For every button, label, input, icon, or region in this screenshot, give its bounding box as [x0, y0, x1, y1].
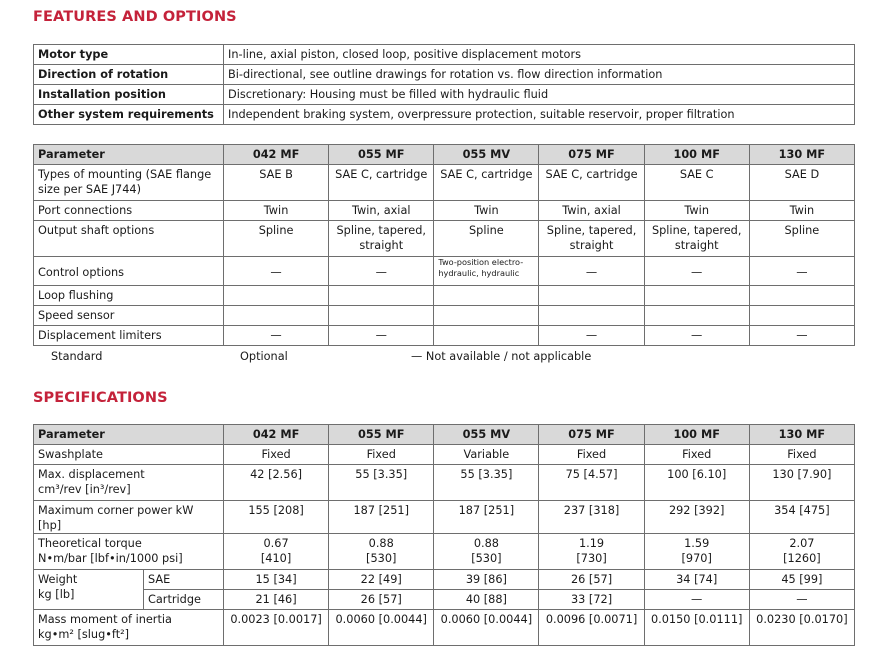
- table-row: [34, 45, 855, 65]
- cell: —: [749, 326, 854, 346]
- cell-line: [530]: [471, 552, 502, 565]
- table-row: [34, 326, 855, 346]
- table-row: [34, 165, 855, 201]
- row-label-line: Weight: [38, 573, 78, 586]
- cell: 26 [57]: [329, 590, 434, 610]
- cell: 15 [34]: [224, 570, 329, 590]
- cell: —: [224, 326, 329, 346]
- table-header-row: [34, 425, 855, 445]
- cell: [224, 306, 329, 326]
- cell: 100 [6.10]: [644, 465, 749, 501]
- cell: 0.0023 [0.0017]: [224, 610, 329, 646]
- table-row: [34, 85, 855, 105]
- cell: Twin: [644, 201, 749, 221]
- cell: 55 [3.35]: [434, 465, 539, 501]
- row-label: Loop flushing: [34, 286, 224, 306]
- cell: 21 [46]: [224, 590, 329, 610]
- cell: Spline: [224, 221, 329, 257]
- table-row: [34, 590, 855, 610]
- cell-line: [730]: [576, 552, 607, 565]
- cell: 26 [57]: [539, 570, 644, 590]
- specs-table: [33, 424, 855, 646]
- legend-standard: Standard: [51, 350, 103, 363]
- cell-line: [970]: [681, 552, 712, 565]
- cell-line: [410]: [260, 552, 292, 565]
- feature-value: Discretionary: Housing must be filled with hydraulic fluid: [224, 85, 855, 105]
- cell: Twin: [224, 201, 329, 221]
- row-label: [34, 610, 224, 646]
- cell: 39 [86]: [434, 570, 539, 590]
- cell: Spline, tapered, straight: [329, 221, 434, 257]
- options-table: [33, 144, 855, 346]
- cell: 292 [392]: [644, 501, 749, 534]
- cell: Two-position electro-hydraulic, hydraulic: [434, 257, 539, 286]
- cell-line: 1.19: [578, 537, 605, 550]
- cell: —: [329, 257, 434, 286]
- cell: —: [644, 326, 749, 346]
- cell: [224, 534, 329, 570]
- cell-line: 2.07: [789, 537, 815, 550]
- row-label: Displacement limiters: [34, 326, 224, 346]
- cell: 0.0150 [0.0111]: [644, 610, 749, 646]
- cell: [539, 534, 644, 570]
- cell: —: [749, 590, 854, 610]
- legend-optional: Optional: [240, 350, 288, 363]
- cell: [749, 534, 854, 570]
- cell: 42 [2.56]: [224, 465, 329, 501]
- cell: [749, 286, 854, 306]
- cell: 34 [74]: [644, 570, 749, 590]
- row-label: Types of mounting (SAE flange size per SAE J744): [34, 165, 224, 201]
- cell: 354 [475]: [749, 501, 854, 534]
- cell: 45 [99]: [749, 570, 854, 590]
- table-row: [34, 221, 855, 257]
- row-label-line: Theoretical torque: [38, 537, 142, 550]
- column-header: 055 MF: [329, 425, 434, 445]
- feature-value: Independent braking system, overpressure protection, suitable reservoir, proper filtration: [224, 105, 855, 125]
- table-row: [34, 286, 855, 306]
- row-label-unit: kg•m² [slug•ft²]: [38, 628, 130, 641]
- sub-label: SAE: [144, 570, 224, 590]
- cell: Spline: [749, 221, 854, 257]
- cell: [434, 534, 539, 570]
- column-header: Parameter: [34, 145, 224, 165]
- column-header: 130 MF: [749, 425, 854, 445]
- cell: [644, 534, 749, 570]
- row-label-unit: kg [lb]: [38, 588, 75, 601]
- row-label-line: Mass moment of inertia: [38, 613, 172, 626]
- cell: Fixed: [329, 445, 434, 465]
- cell: [539, 306, 644, 326]
- column-header: 100 MF: [644, 425, 749, 445]
- feature-value: Bi-directional, see outline drawings for rotation vs. flow direction information: [224, 65, 855, 85]
- cell: [434, 326, 539, 346]
- row-label: Swashplate: [34, 445, 224, 465]
- column-header: 055 MV: [434, 425, 539, 445]
- feature-label: Other system requirements: [34, 105, 224, 125]
- row-label-line: Max. displacement: [38, 468, 145, 481]
- cell: 0.0060 [0.0044]: [329, 610, 434, 646]
- feature-label: Installation position: [34, 85, 224, 105]
- table-row: [34, 257, 855, 286]
- table-header-row: [34, 145, 855, 165]
- row-label-unit: N•m/bar [lbf•in/1000 psi]: [38, 552, 183, 565]
- cell: Fixed: [749, 445, 854, 465]
- cell: 0.0230 [0.0170]: [749, 610, 854, 646]
- cell: Twin, axial: [539, 201, 644, 221]
- row-label: [34, 534, 224, 570]
- cell-line: 0.67: [263, 537, 289, 550]
- cell: 40 [88]: [434, 590, 539, 610]
- cell: SAE C, cartridge: [539, 165, 644, 201]
- cell: Spline, tapered, straight: [539, 221, 644, 257]
- cell: 75 [4.57]: [539, 465, 644, 501]
- cell: 22 [49]: [329, 570, 434, 590]
- cell: 55 [3.35]: [329, 465, 434, 501]
- cell: —: [644, 257, 749, 286]
- row-label-unit: cm³/rev [in³/rev]: [38, 483, 131, 496]
- row-label: Speed sensor: [34, 306, 224, 326]
- cell: 0.0096 [0.0071]: [539, 610, 644, 646]
- cell: Spline: [434, 221, 539, 257]
- cell: [329, 286, 434, 306]
- cell: 0.0060 [0.0044]: [434, 610, 539, 646]
- row-label: Maximum corner power kW [hp]: [34, 501, 224, 534]
- cell: SAE C, cartridge: [329, 165, 434, 201]
- feature-label: Motor type: [34, 45, 224, 65]
- column-header: 055 MF: [329, 145, 434, 165]
- cell: [329, 306, 434, 326]
- cell: —: [539, 257, 644, 286]
- specs-title: SPECIFICATIONS: [33, 390, 168, 406]
- cell: 237 [318]: [539, 501, 644, 534]
- cell: SAE B: [224, 165, 329, 201]
- cell: Fixed: [224, 445, 329, 465]
- row-label: Port connections: [34, 201, 224, 221]
- table-row: [34, 501, 855, 534]
- table-row: [34, 306, 855, 326]
- table-row: [34, 65, 855, 85]
- column-header: 075 MF: [539, 145, 644, 165]
- cell: [434, 286, 539, 306]
- cell: [644, 286, 749, 306]
- cell: Twin: [749, 201, 854, 221]
- cell: 130 [7.90]: [749, 465, 854, 501]
- cell: SAE D: [749, 165, 854, 201]
- column-header: 100 MF: [644, 145, 749, 165]
- cell: [539, 286, 644, 306]
- table-row: [34, 465, 855, 501]
- cell: Spline, tapered, straight: [644, 221, 749, 257]
- column-header: Parameter: [34, 425, 224, 445]
- cell-line: 1.59: [684, 537, 710, 550]
- column-header: 042 MF: [224, 425, 329, 445]
- table-row: [34, 105, 855, 125]
- row-label: Control options: [34, 257, 224, 286]
- column-header: 075 MF: [539, 425, 644, 445]
- table-row: [34, 201, 855, 221]
- cell: [749, 306, 854, 326]
- cell: Fixed: [644, 445, 749, 465]
- sub-label: Cartridge: [144, 590, 224, 610]
- features-table: [33, 44, 855, 125]
- cell: 155 [208]: [224, 501, 329, 534]
- cell-line: [1260]: [783, 552, 821, 565]
- cell: [644, 306, 749, 326]
- cell: Twin, axial: [329, 201, 434, 221]
- cell: SAE C: [644, 165, 749, 201]
- cell: —: [644, 590, 749, 610]
- cell-line: 0.88: [473, 537, 499, 550]
- row-label: Output shaft options: [34, 221, 224, 257]
- features-title: FEATURES AND OPTIONS: [33, 9, 237, 25]
- cell-line: 0.88: [368, 537, 394, 550]
- feature-value: In-line, axial piston, closed loop, positive displacement motors: [224, 45, 855, 65]
- cell: [434, 306, 539, 326]
- column-header: 130 MF: [749, 145, 854, 165]
- cell: —: [539, 326, 644, 346]
- cell: SAE C, cartridge: [434, 165, 539, 201]
- cell: Variable: [434, 445, 539, 465]
- row-label: [34, 465, 224, 501]
- column-header: 042 MF: [224, 145, 329, 165]
- cell: [224, 286, 329, 306]
- cell: Fixed: [539, 445, 644, 465]
- legend-not-available: — Not available / not applicable: [411, 350, 592, 363]
- cell: [329, 534, 434, 570]
- feature-label: Direction of rotation: [34, 65, 224, 85]
- table-row: [34, 570, 855, 590]
- cell: —: [329, 326, 434, 346]
- cell: 187 [251]: [434, 501, 539, 534]
- cell: 33 [72]: [539, 590, 644, 610]
- cell: —: [749, 257, 854, 286]
- cell: 187 [251]: [329, 501, 434, 534]
- table-row: [34, 610, 855, 646]
- table-row: [34, 445, 855, 465]
- cell: —: [224, 257, 329, 286]
- column-header: 055 MV: [434, 145, 539, 165]
- cell-line: [530]: [366, 552, 397, 565]
- row-label: [34, 570, 144, 610]
- table-row: [34, 534, 855, 570]
- cell: Twin: [434, 201, 539, 221]
